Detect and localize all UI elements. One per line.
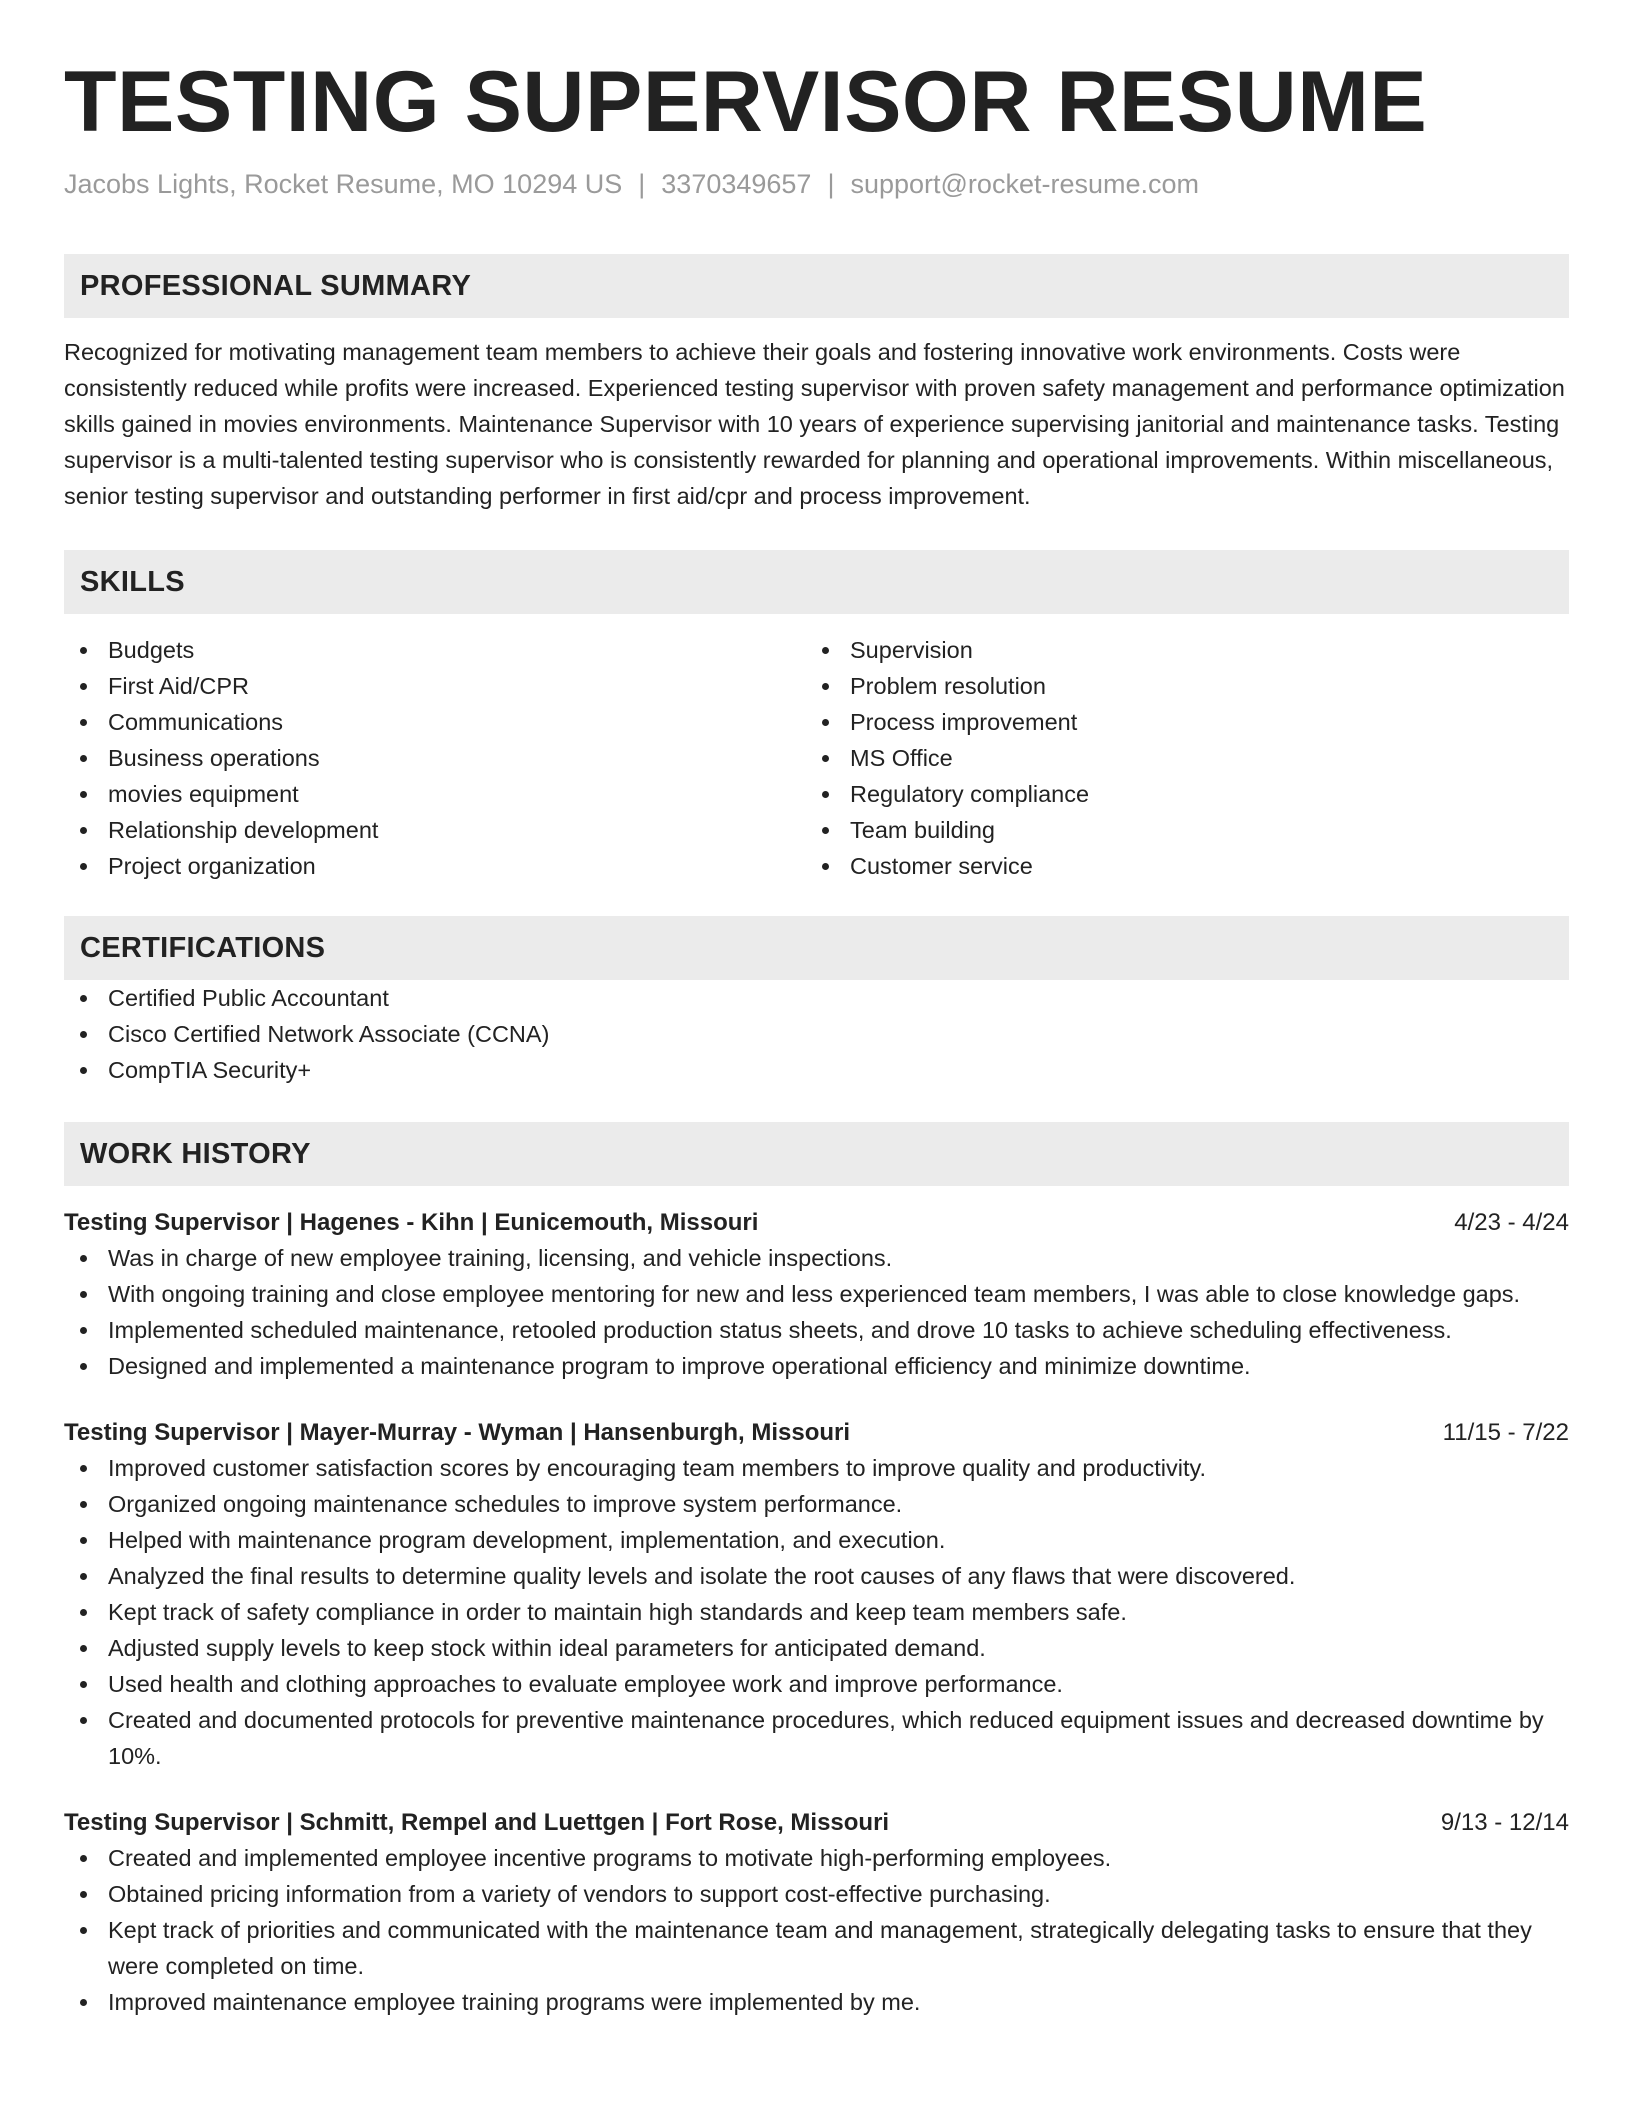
contact-phone: 3370349657 (661, 169, 812, 199)
job-bullet: Was in charge of new employee training, licensing, and vehicle inspections. (64, 1240, 1569, 1276)
contact-separator: | (638, 169, 646, 199)
job-entry (64, 1416, 1569, 1774)
job-title: Testing Supervisor | Hagenes - Kihn | Eunicemouth, Missouri (64, 1209, 759, 1236)
job-bullet: With ongoing training and close employee mentoring for new and less experienced team members, I was able to close knowledge gaps. (64, 1276, 1569, 1312)
skill-item: First Aid/CPR (64, 668, 806, 704)
skill-item: Communications (64, 704, 806, 740)
skills-column-left (64, 632, 806, 884)
skill-item: Business operations (64, 740, 806, 776)
job-header (64, 1416, 1569, 1450)
certification-item: Certified Public Accountant (64, 980, 1569, 1016)
resume-page (64, 0, 1569, 2020)
job-bullet: Kept track of safety compliance in order to maintain high standards and keep team members safe. (64, 1594, 1569, 1630)
section-header-summary: PROFESSIONAL SUMMARY (64, 254, 1569, 318)
job-bullet: Helped with maintenance program development, implementation, and execution. (64, 1522, 1569, 1558)
job-bullets (64, 1840, 1569, 2020)
skill-item: Team building (806, 812, 1548, 848)
section-header-certifications: CERTIFICATIONS (64, 916, 1569, 980)
job-dates: 11/15 - 7/22 (1442, 1419, 1569, 1446)
skill-item: movies equipment (64, 776, 806, 812)
job-dates: 4/23 - 4/24 (1454, 1209, 1569, 1236)
skill-item: Regulatory compliance (806, 776, 1548, 812)
job-bullet: Implemented scheduled maintenance, retooled production status sheets, and drove 10 tasks to achieve scheduling effectiveness. (64, 1312, 1569, 1348)
skill-item: Relationship development (64, 812, 806, 848)
resume-title: TESTING SUPERVISOR RESUME (64, 54, 1428, 150)
job-bullet: Created and documented protocols for preventive maintenance procedures, which reduced equipment issues and decreased downtime by 10%. (64, 1702, 1569, 1774)
job-bullet: Adjusted supply levels to keep stock within ideal parameters for anticipated demand. (64, 1630, 1569, 1666)
job-bullet: Organized ongoing maintenance schedules to improve system performance. (64, 1486, 1569, 1522)
job-bullet: Improved maintenance employee training programs were implemented by me. (64, 1984, 1569, 2020)
section-header-skills: SKILLS (64, 550, 1569, 614)
certifications-list (64, 980, 1569, 1088)
skills-list-left (64, 632, 806, 884)
skill-item: Supervision (806, 632, 1548, 668)
job-bullet: Kept track of priorities and communicated with the maintenance team and management, strategically delegating tasks to ensure that they were completed on time. (64, 1912, 1569, 1984)
job-header (64, 1806, 1569, 1840)
skills-grid (64, 632, 1569, 884)
certification-item: CompTIA Security+ (64, 1052, 1569, 1088)
skill-item: Project organization (64, 848, 806, 884)
summary-text: Recognized for motivating management team members to achieve their goals and fostering innovative work environments. Costs were consistently reduced while profits were increased. Experienced testing supervisor with proven safety management and performance optimization skills gained in movies environments. Maintenance Supervisor with 10 years of experience supervising janitorial and maintenance tasks. Testing supervisor is a multi-talented testing supervisor who is consistently rewarded for planning and operational improvements. Within miscellaneous, senior testing supervisor and outstanding performer in first aid/cpr and process improvement. (64, 339, 1565, 509)
contact-email: support@rocket-resume.com (850, 169, 1199, 199)
job-dates: 9/13 - 12/14 (1440, 1809, 1569, 1836)
job-entry (64, 1206, 1569, 1384)
section-header-work-history: WORK HISTORY (64, 1122, 1569, 1186)
job-bullet: Designed and implemented a maintenance program to improve operational efficiency and minimize downtime. (64, 1348, 1569, 1384)
skill-item: Process improvement (806, 704, 1548, 740)
job-bullet: Improved customer satisfaction scores by encouraging team members to improve quality and productivity. (64, 1450, 1569, 1486)
job-bullet: Obtained pricing information from a variety of vendors to support cost-effective purchasing. (64, 1876, 1569, 1912)
certification-item: Cisco Certified Network Associate (CCNA) (64, 1016, 1569, 1052)
job-title: Testing Supervisor | Mayer-Murray - Wyman | Hansenburgh, Missouri (64, 1419, 851, 1446)
contact-address: Jacobs Lights, Rocket Resume, MO 10294 US (64, 169, 623, 199)
contact-line (64, 166, 1569, 202)
job-bullet: Used health and clothing approaches to evaluate employee work and improve performance. (64, 1666, 1569, 1702)
skill-item: Customer service (806, 848, 1548, 884)
job-title: Testing Supervisor | Schmitt, Rempel and Luettgen | Fort Rose, Missouri (64, 1809, 890, 1836)
job-bullets (64, 1240, 1569, 1384)
job-bullet: Analyzed the final results to determine quality levels and isolate the root causes of any flaws that were discovered. (64, 1558, 1569, 1594)
skills-list-right (806, 632, 1548, 884)
skill-item: MS Office (806, 740, 1548, 776)
skills-column-right (806, 632, 1548, 884)
job-bullets (64, 1450, 1569, 1774)
job-header (64, 1206, 1569, 1240)
skill-item: Problem resolution (806, 668, 1548, 704)
contact-separator: | (827, 169, 835, 199)
job-bullet: Created and implemented employee incentive programs to motivate high-performing employees. (64, 1840, 1569, 1876)
skill-item: Budgets (64, 632, 806, 668)
job-entry (64, 1806, 1569, 2020)
